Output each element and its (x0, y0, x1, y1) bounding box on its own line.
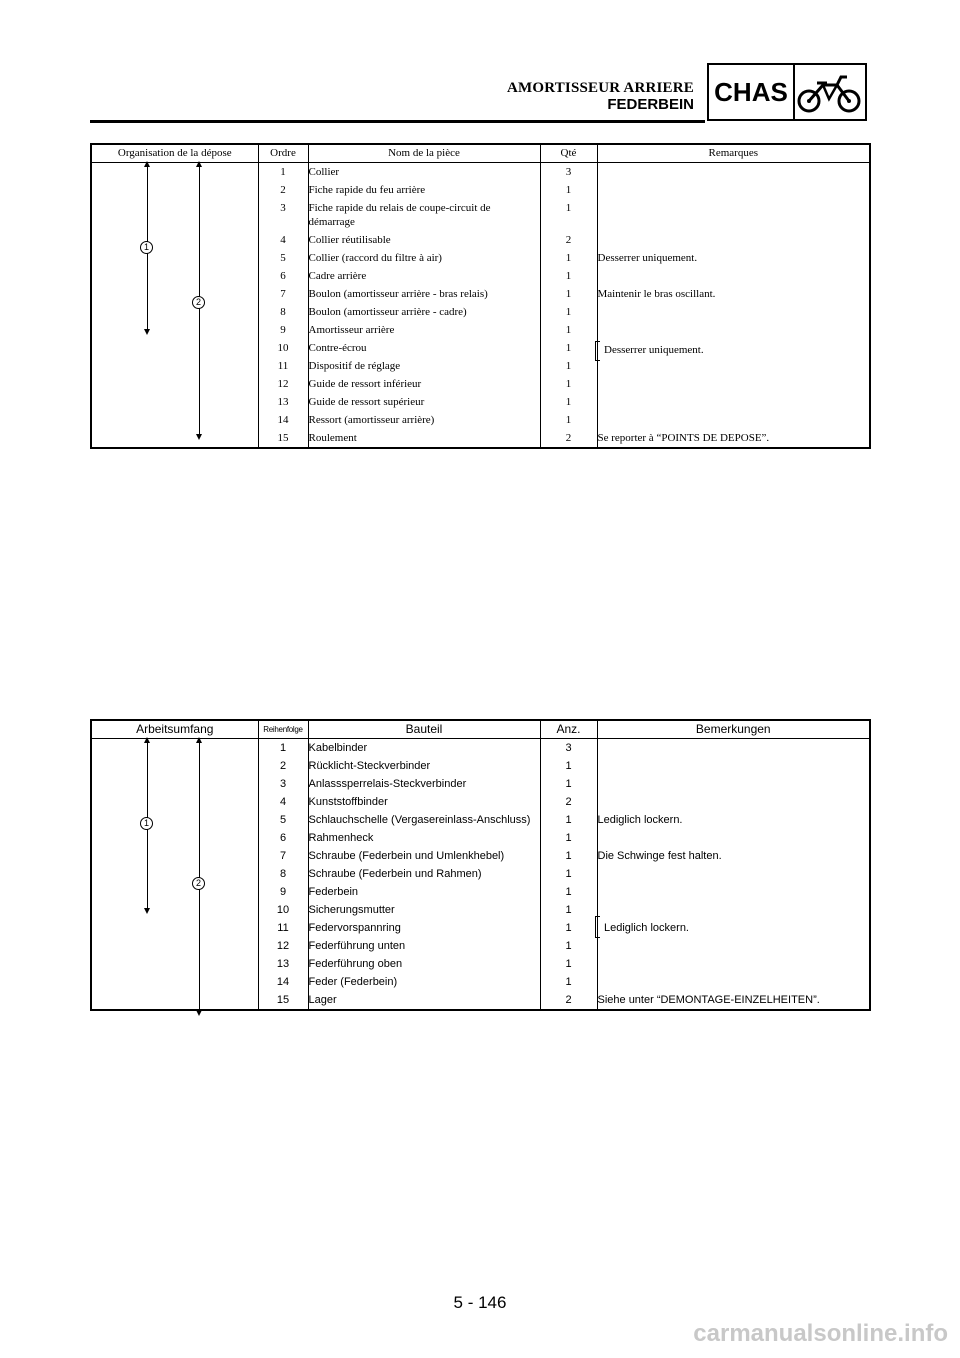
removal-sequence-cell (91, 739, 258, 1011)
quantity-cell: 3 (540, 739, 597, 758)
order-cell: 15 (258, 429, 308, 448)
order-cell: 14 (258, 973, 308, 991)
quantity-cell: 1 (540, 181, 597, 199)
part-name-cell: Ressort (amortisseur arrière) (308, 411, 540, 429)
col-header: Bauteil (308, 720, 540, 739)
arrow-down-icon (144, 329, 150, 335)
remark-cell: Desserrer uniquement. (597, 252, 698, 264)
order-cell: 8 (258, 865, 308, 883)
order-cell: 10 (258, 901, 308, 919)
quantity-cell: 1 (540, 937, 597, 955)
group-marker: 2 (192, 877, 205, 890)
quantity-cell: 1 (540, 901, 597, 919)
part-name-cell: Guide de ressort inférieur (308, 375, 540, 393)
page-number: 5 - 146 (453, 1293, 507, 1312)
part-name-cell: Collier (raccord du filtre à air) (308, 249, 540, 267)
quantity-cell: 1 (540, 411, 597, 429)
quantity-cell: 2 (540, 793, 597, 811)
quantity-cell: 1 (540, 199, 597, 231)
remark-cell (597, 937, 870, 955)
order-cell: 7 (258, 847, 308, 865)
arrow-down-icon (144, 908, 150, 914)
order-cell: 11 (258, 357, 308, 375)
remark-cell (597, 267, 870, 285)
order-cell: 15 (258, 991, 308, 1010)
remark-bracket (595, 341, 600, 361)
remark-cell (597, 775, 870, 793)
part-name-cell: Federvorspannring (308, 919, 540, 937)
part-name-cell: Feder (Federbein) (308, 973, 540, 991)
col-header: Reihenfolge (258, 720, 308, 739)
part-name-cell: Sicherungsmutter (308, 901, 540, 919)
part-name-cell: Kabelbinder (308, 739, 540, 758)
remark-cell: Lediglich lockern. (597, 814, 683, 826)
part-name-cell: Schraube (Federbein und Umlenkhebel) (308, 847, 540, 865)
remark-cell (597, 375, 870, 393)
quantity-cell: 1 (540, 955, 597, 973)
part-name-cell: Contre-écrou (308, 339, 540, 357)
order-cell: 7 (258, 285, 308, 303)
part-name-cell: Guide de ressort supérieur (308, 393, 540, 411)
part-name-cell: Kunststoffbinder (308, 793, 540, 811)
watermark: carmanualsonline.info (693, 1320, 948, 1347)
remark-cell (597, 303, 870, 321)
remark-cell (597, 163, 870, 182)
quantity-cell: 1 (540, 393, 597, 411)
part-name-cell: Rahmenheck (308, 829, 540, 847)
quantity-cell: 1 (540, 829, 597, 847)
order-cell: 6 (258, 267, 308, 285)
order-cell: 14 (258, 411, 308, 429)
remark-cell (597, 865, 870, 883)
table-row (91, 739, 870, 758)
arrow-down-icon (196, 434, 202, 440)
quantity-cell: 2 (540, 991, 597, 1010)
quantity-cell: 1 (540, 357, 597, 375)
col-header: Bemerkungen (597, 720, 870, 739)
quantity-cell: 1 (540, 321, 597, 339)
remark-cell (597, 321, 870, 339)
col-header: Remarques (597, 144, 870, 163)
part-name-cell: Collier (308, 163, 540, 182)
order-cell: 9 (258, 883, 308, 901)
remark-cell (597, 973, 870, 991)
remark-cell (597, 883, 870, 901)
part-name-cell: Cadre arrière (308, 267, 540, 285)
order-cell: 3 (258, 199, 308, 231)
part-name-cell: Fiche rapide du relais de coupe-circuit de démarrage (308, 199, 540, 231)
part-name-cell: Anlasssperrelais-Steckverbinder (308, 775, 540, 793)
quantity-cell: 1 (540, 339, 597, 357)
quantity-cell: 3 (540, 163, 597, 182)
col-header: Qté (540, 144, 597, 163)
section-badge (707, 63, 867, 121)
part-name-cell: Boulon (amortisseur arrière - bras relais) (308, 285, 540, 303)
quantity-cell: 1 (540, 847, 597, 865)
removal-table-de (90, 719, 871, 1011)
order-cell: 13 (258, 955, 308, 973)
col-header: Ordre (258, 144, 308, 163)
part-name-cell: Lager (308, 991, 540, 1010)
remark-cell (597, 793, 870, 811)
quantity-cell: 1 (540, 973, 597, 991)
order-cell: 1 (258, 739, 308, 758)
remark-cell (597, 955, 870, 973)
part-name-cell: Boulon (amortisseur arrière - cadre) (308, 303, 540, 321)
quantity-cell: 1 (540, 883, 597, 901)
table-row (91, 163, 870, 182)
order-cell: 4 (258, 231, 308, 249)
quantity-cell: 1 (540, 919, 597, 937)
group-marker: 1 (140, 241, 153, 254)
order-cell: 9 (258, 321, 308, 339)
quantity-cell: 1 (540, 375, 597, 393)
remark-bracket (595, 916, 600, 938)
remark-cell: Siehe unter “DEMONTAGE-EINZELHEITEN”. (597, 994, 820, 1006)
quantity-cell: 1 (540, 775, 597, 793)
part-name-cell: Collier réutilisable (308, 231, 540, 249)
section-title-fr: AMORTISSEUR ARRIERE (506, 80, 694, 96)
order-cell: 1 (258, 163, 308, 182)
col-header: Organisation de la dépose (91, 144, 258, 163)
quantity-cell: 1 (540, 267, 597, 285)
section-title-de: FEDERBEIN (607, 96, 694, 113)
col-header: Nom de la pièce (308, 144, 540, 163)
removal-sequence-cell (91, 163, 258, 449)
section-code: CHAS (709, 65, 795, 119)
remark-cell (597, 739, 870, 758)
part-name-cell: Dispositif de réglage (308, 357, 540, 375)
part-name-cell: Schlauchschelle (Vergasereinlass-Anschluss) (308, 811, 540, 829)
part-name-cell: Fiche rapide du feu arrière (308, 181, 540, 199)
order-cell: 6 (258, 829, 308, 847)
col-header: Anz. (540, 720, 597, 739)
col-header: Arbeitsumfang (91, 720, 258, 739)
order-cell: 12 (258, 375, 308, 393)
quantity-cell: 1 (540, 285, 597, 303)
remark-cell: Maintenir le bras oscillant. (597, 288, 716, 300)
order-cell: 4 (258, 793, 308, 811)
order-cell: 12 (258, 937, 308, 955)
group-marker: 2 (192, 296, 205, 309)
remark-cell (597, 231, 870, 249)
order-cell: 8 (258, 303, 308, 321)
part-name-cell: Rücklicht-Steckverbinder (308, 757, 540, 775)
order-cell: 2 (258, 757, 308, 775)
part-name-cell: Federführung unten (308, 937, 540, 955)
remark-cell (597, 199, 870, 231)
remark-cell (597, 411, 870, 429)
arrow-down-icon (196, 1010, 202, 1016)
bracket-remark: Lediglich lockern. (604, 922, 689, 934)
remark-cell (597, 181, 870, 199)
remark-cell: Se reporter à “POINTS DE DEPOSE”. (597, 432, 770, 444)
order-cell: 5 (258, 249, 308, 267)
remark-cell (597, 357, 870, 375)
quantity-cell: 2 (540, 231, 597, 249)
header-rule (90, 120, 705, 123)
part-name-cell: Federbein (308, 883, 540, 901)
order-cell: 13 (258, 393, 308, 411)
quantity-cell: 1 (540, 249, 597, 267)
remark-cell (597, 757, 870, 775)
quantity-cell: 1 (540, 811, 597, 829)
remark-cell (597, 901, 870, 919)
quantity-cell: 2 (540, 429, 597, 448)
remark-cell: Die Schwinge fest halten. (597, 850, 722, 862)
part-name-cell: Roulement (308, 429, 540, 448)
part-name-cell: Amortisseur arrière (308, 321, 540, 339)
part-name-cell: Federführung oben (308, 955, 540, 973)
order-cell: 3 (258, 775, 308, 793)
quantity-cell: 1 (540, 303, 597, 321)
quantity-cell: 1 (540, 757, 597, 775)
removal-table-fr (90, 143, 871, 449)
order-cell: 2 (258, 181, 308, 199)
remark-cell (597, 829, 870, 847)
sequence-line (199, 742, 200, 1010)
bracket-remark: Desserrer uniquement. (604, 344, 704, 356)
remark-cell (597, 393, 870, 411)
group-marker: 1 (140, 817, 153, 830)
motorcycle-icon (797, 71, 863, 115)
quantity-cell: 1 (540, 865, 597, 883)
order-cell: 10 (258, 339, 308, 357)
order-cell: 5 (258, 811, 308, 829)
part-name-cell: Schraube (Federbein und Rahmen) (308, 865, 540, 883)
order-cell: 11 (258, 919, 308, 937)
